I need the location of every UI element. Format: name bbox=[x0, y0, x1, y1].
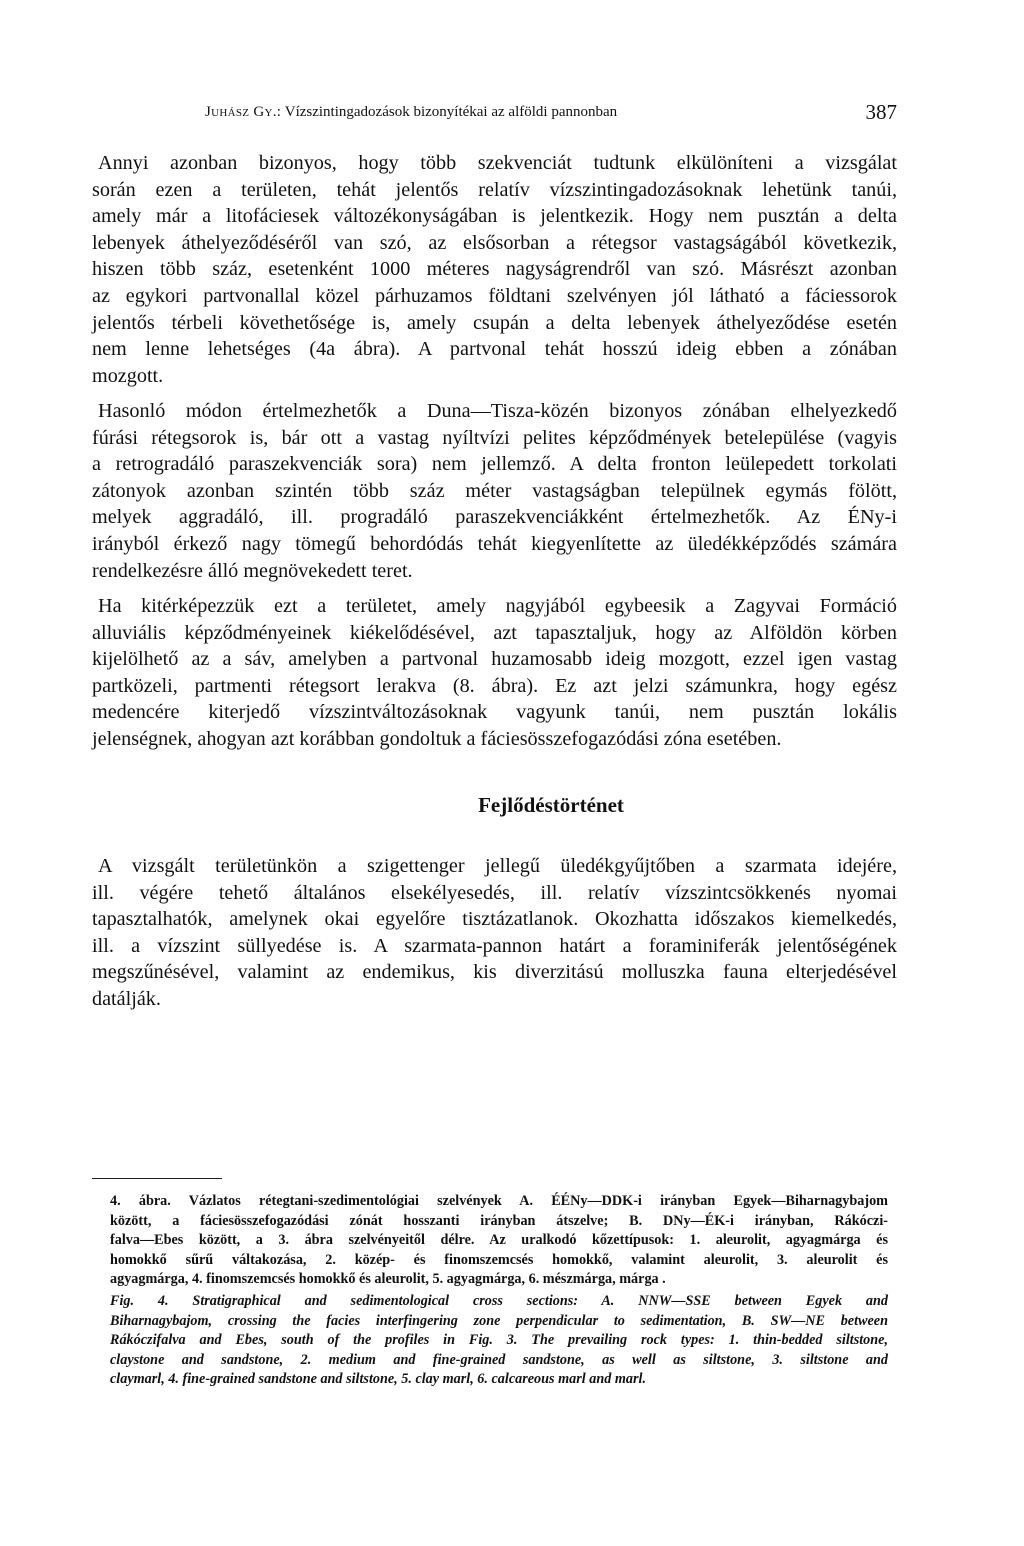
text-line: Biharnagybajom, crossing the facies interfingering zone perpendicular to sedimentation, B. SW—NE between bbox=[110, 1312, 888, 1329]
text-line: agyagmárga, 4. finomszemcsés homokkő és aleurolit, 5. agyagmárga, 6. mészmárga, márga . bbox=[110, 1271, 666, 1288]
text-line: során ezen a területen, tehát jelentős relatív vízszintingadozásoknak lehetünk tanúi, bbox=[92, 178, 897, 201]
paragraph-1 bbox=[92, 150, 897, 389]
text-line: megszűnésével, valamint az endemikus, kis diverzitású molluszka fauna elterjedésével bbox=[92, 961, 897, 984]
text-line: jelenségnek, ahogyan azt korábban gondoltuk a fáciesösszefogazódási zóna esetében. bbox=[92, 727, 782, 750]
text-line: fúrási rétegsorok is, bár ott a vastag nyíltvízi pelites képződmények betelepülése (vagyis bbox=[92, 426, 897, 449]
text-line: nem lenne lehetséges (4a ábra). A partvonal tehát hosszú ideig ebben a zónában bbox=[92, 338, 897, 361]
text-line: Ha kitérképezzük ezt a területet, amely nagyjából egybeesik a Zagyvai Formáció bbox=[98, 595, 897, 617]
text-line: irányból érkező nagy tömegű behordódás tehát kiegyenlítette az üledékképződés számára bbox=[92, 532, 897, 555]
text-line: hiszen több száz, esetenként 1000 méteres nagyságrendről van szó. Másrészt azonban bbox=[92, 258, 897, 281]
text-line: zátonyok azonban szintén több száz méter vastagságban települnek egymás fölött, bbox=[92, 479, 897, 502]
text-line: amely már a litofáciesek változékonyságában is jelentkezik. Hogy nem pusztán a delta bbox=[92, 205, 897, 228]
figure-caption-hungarian bbox=[110, 1192, 888, 1290]
text-line: melyek aggradáló, ill. progradáló paraszekvenciákként értelmezhetők. Az ÉNy-i bbox=[92, 506, 897, 529]
header-author: Juhász Gy.: bbox=[205, 104, 282, 120]
text-line: mozgott. bbox=[92, 364, 164, 387]
text-line: alluviális képződményeinek kiékelődésével, azt tapasztaljuk, hogy az Alföldön körben bbox=[92, 621, 897, 644]
text-line: az egykori partvonallal közel párhuzamos földtani szelvényen jól látható a fáciessorok bbox=[92, 284, 897, 307]
text-line: homokkő sűrű váltakozása, 2. közép- és finomszemcsés homokkő, valamint aleurolit, 3. aleurolit és bbox=[110, 1251, 888, 1268]
text-line: rendelkezésre álló megnövekedett teret. bbox=[92, 559, 413, 582]
section-heading: Fejlődéstörténet bbox=[478, 793, 624, 817]
text-line: között, a fáciesösszefogazódási zónát hosszanti irányban átszelve; B. DNy—ÉK-i irányban, Rákóczi- bbox=[110, 1212, 888, 1229]
text-line: falva—Ebes között, a 3. ábra szelvényeitől délre. Az uralkodó kőzettípusok: 1. aleurolit, agyagmárga és bbox=[110, 1232, 888, 1249]
text-line: medencére kiterjedő vízszintváltozásoknak vagyunk tanúi, nem pusztán lokális bbox=[92, 701, 897, 724]
paragraph-4 bbox=[92, 853, 897, 1013]
paragraph-2 bbox=[92, 398, 897, 584]
paragraph-3 bbox=[92, 593, 897, 753]
text-line: claystone and sandstone, 2. medium and fine-grained sandstone, as well as siltstone, 3. siltstone and bbox=[110, 1351, 888, 1368]
text-line: a retrogradáló paraszekvenciák sora) nem jellemző. A delta fronton leülepedett torkolati bbox=[92, 453, 897, 476]
text-line: lebenyek áthelyeződéséről van szó, az elsősorban a rétegsor vastagságából következik, bbox=[92, 231, 897, 254]
text-line: tapasztalhatók, amelynek okai egyelőre tisztázatlanok. Okozhatta időszakos kiemelkedés, bbox=[92, 908, 897, 931]
text-line: Hasonló módon értelmezhetők a Duna—Tisza-közén bizonyos zónában elhelyezkedő bbox=[98, 400, 897, 422]
figure-caption-english bbox=[110, 1292, 888, 1390]
text-line: 4. ábra. Vázlatos rétegtani-szedimentológiai szelvények A. ÉÉNy—DDK-i irányban Egyek—Biharnagybajom bbox=[110, 1193, 888, 1209]
text-line: A vizsgált területünkön a szigettenger jellegű üledékgyűjtőben a szarmata idejére, bbox=[98, 855, 897, 877]
text-line: ill. a vízszint süllyedése is. A szarmata-pannon határt a foraminiferák jelentőségének bbox=[92, 934, 897, 957]
text-line: ill. végére tehető általános elsekélyesedés, ill. relatív vízszintcsökkenés nyomai bbox=[92, 881, 897, 904]
header-title: Vízszintingadozások bizonyítékai az alföldi pannonban bbox=[284, 104, 618, 120]
text-line: Fig. 4. Stratigraphical and sedimentological cross sections: A. NNW—SSE between Egyek and bbox=[110, 1293, 888, 1309]
running-header-title-block bbox=[205, 104, 617, 121]
footnote-divider bbox=[92, 1178, 222, 1179]
text-line: claymarl, 4. fine-grained sandstone and siltstone, 5. clay marl, 6. calcareous marl and marl. bbox=[110, 1371, 646, 1388]
text-line: datálják. bbox=[92, 987, 161, 1010]
text-line: jelentős térbeli követhetősége is, amely csupán a delta lebenyek áthelyeződése esetén bbox=[92, 311, 897, 334]
page-number: 387 bbox=[865, 100, 897, 124]
text-line: Rákóczifalva and Ebes, south of the profiles in Fig. 3. The prevailing rock types: 1. thin-bedded siltstone, bbox=[110, 1332, 888, 1349]
text-line: Annyi azonban bizonyos, hogy több szekvenciát tudtunk elkülöníteni a vizsgálat bbox=[98, 152, 897, 174]
text-line: partközeli, partmenti rétegsort lerakva (8. ábra). Ez azt jelzi számunkra, hogy egész bbox=[92, 674, 897, 697]
text-line: kijelölhető az a sáv, amelyben a partvonal huzamosabb ideig mozgott, ezzel igen vastag bbox=[92, 648, 897, 671]
running-header bbox=[205, 100, 897, 130]
